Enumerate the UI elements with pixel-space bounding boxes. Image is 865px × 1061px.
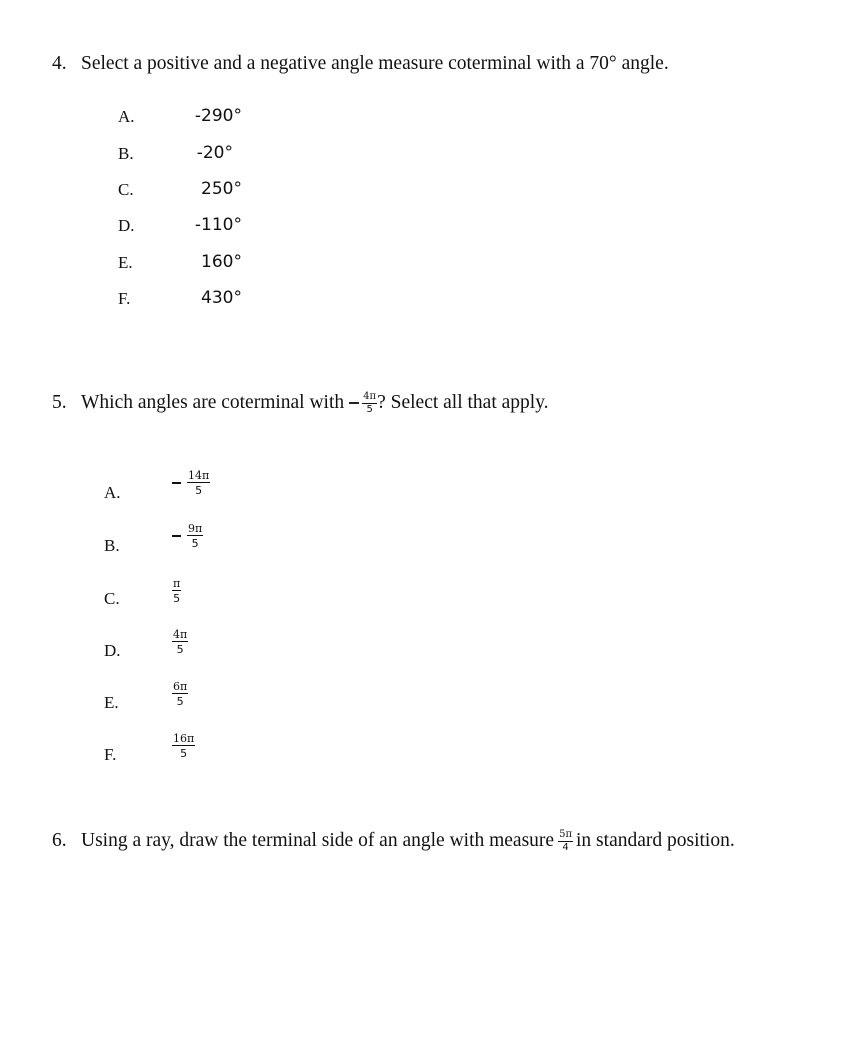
q5-option-e-value <box>172 681 188 707</box>
q5-option-f-letter: F. <box>104 745 117 764</box>
q4-option-a-value: -290° <box>194 106 242 126</box>
question-5-number: 5. <box>52 392 67 414</box>
question-5-text-before: Which angles are coterminal with <box>81 392 345 414</box>
q5-option-d-letter: D. <box>104 641 121 660</box>
fraction-denominator: 5 <box>172 641 188 655</box>
question-5-fraction <box>362 392 377 415</box>
question-6-fraction-denominator: 4 <box>558 841 573 853</box>
fraction <box>187 523 203 549</box>
q4-option-c-value: 250° <box>201 179 242 199</box>
fraction-numerator: π <box>173 577 181 590</box>
question-4-number: 4. <box>52 53 67 74</box>
q4-option-e-letter: E. <box>118 253 133 272</box>
q5-option-c-letter: C. <box>104 589 120 608</box>
fraction <box>172 629 188 655</box>
fraction <box>172 578 181 604</box>
fraction-numerator: 14π <box>188 469 210 482</box>
fraction-denominator: 5 <box>173 592 181 605</box>
question-6-text-after: in standard position. <box>576 830 735 852</box>
fraction-denominator: 5 <box>187 482 210 496</box>
fraction-denominator: 5 <box>172 745 195 759</box>
q4-option-d-value: -110° <box>194 215 242 235</box>
fraction <box>172 733 195 759</box>
fraction-denominator: 5 <box>172 693 188 707</box>
q5-option-a-value <box>172 470 210 496</box>
question-5-text-after: ? Select all that apply. <box>377 392 549 414</box>
question-4-text: Select a positive and a negative angle measure coterminal with a 70° angle. <box>81 53 669 74</box>
q4-option-a-letter: A. <box>118 107 135 126</box>
q5-option-b-letter: B. <box>104 536 120 555</box>
q4-option-d-letter: D. <box>118 216 135 235</box>
fraction-numerator: 9π <box>188 522 203 535</box>
q5-option-b-value <box>172 523 203 549</box>
q5-option-e-letter: E. <box>104 693 119 712</box>
question-5 <box>52 386 549 420</box>
fraction-denominator: 5 <box>187 535 203 549</box>
q4-option-b-value: -20° <box>196 143 233 163</box>
q4-option-b-letter: B. <box>118 144 134 163</box>
question-4 <box>52 54 669 74</box>
q5-option-c-value <box>172 578 181 604</box>
question-6 <box>52 824 735 858</box>
question-6-text-before: Using a ray, draw the terminal side of an angle with measure <box>81 830 555 852</box>
q5-option-a-letter: A. <box>104 483 121 502</box>
q4-option-c-letter: C. <box>118 180 134 199</box>
q4-option-e-value: 160° <box>201 252 242 272</box>
fraction-numerator: 6π <box>173 680 188 693</box>
fraction <box>172 681 188 707</box>
fraction <box>187 470 210 496</box>
question-5-fraction-numerator: 4π <box>363 390 377 402</box>
q5-option-f-value <box>172 733 195 759</box>
q4-option-f-letter: F. <box>118 289 131 308</box>
fraction-numerator: 16π <box>173 732 195 745</box>
minus-sign <box>172 535 181 537</box>
minus-sign <box>349 402 359 404</box>
fraction-numerator: 4π <box>173 628 188 641</box>
question-6-number: 6. <box>52 830 67 852</box>
minus-sign <box>172 482 181 484</box>
q4-option-f-value: 430° <box>201 288 242 308</box>
question-5-fraction-denominator: 5 <box>362 403 377 415</box>
q5-option-d-value <box>172 629 188 655</box>
question-6-fraction <box>558 830 573 853</box>
question-6-fraction-numerator: 5π <box>559 828 573 840</box>
